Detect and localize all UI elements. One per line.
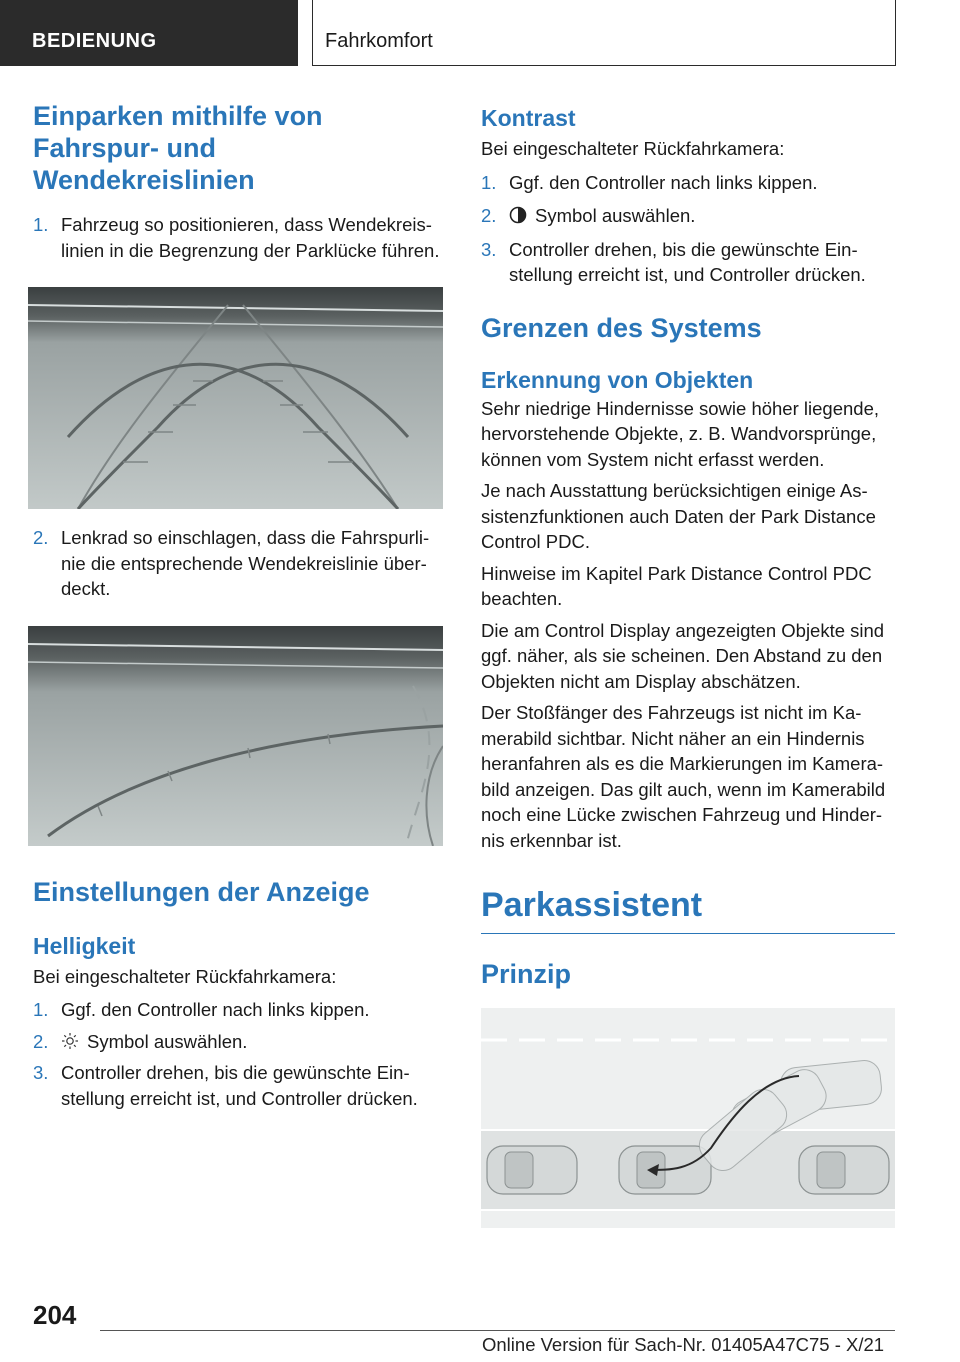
steps-list-2 — [33, 525, 443, 602]
section-title-system-limits: Grenzen des Systems — [481, 312, 762, 343]
contrast-steps — [481, 170, 895, 288]
camera-image-turning-lines — [28, 287, 443, 509]
section-title-parking-lines: Einparken mithilfe von Fahrspur- und Wendekreislinien — [33, 101, 323, 195]
page-number: 204 — [33, 1300, 77, 1330]
chapter-tab — [312, 0, 896, 66]
footer-divider — [100, 1330, 895, 1331]
paragraph: Hinweise im Kapitel Park Distance Control PDC beachten. — [481, 562, 872, 609]
section-title-display-settings: Einstellungen der Anzeige — [33, 876, 370, 907]
list-item: 3. Controller drehen, bis die gewünschte Einstellung erreicht ist, und Controller drücken. — [33, 1062, 418, 1109]
brightness-steps — [33, 997, 443, 1111]
section-tab — [0, 0, 298, 66]
paragraph: Sehr niedrige Hindernisse sowie höher liegende, hervorstehende Objekte, z. B. Wandvorsprünge, können vom System nicht erfasst werden. — [481, 397, 879, 470]
left-column — [33, 100, 443, 1111]
brightness-intro: Bei eingeschalteter Rückfahrkamera: — [33, 965, 337, 987]
chapter-title-park-assistant: Parkassistent — [481, 886, 703, 924]
parking-principle-illustration — [481, 1008, 895, 1228]
list-item: 1. Ggf. den Controller nach links kippen. — [33, 999, 370, 1020]
list-item: 2. Symbol auswählen. — [33, 1030, 248, 1052]
subsection-title-brightness: Helligkeit — [33, 932, 136, 959]
paragraph: Der Stoßfänger des Fahrzeugs ist nicht im Kamerabild sichtbar. Nicht näher an ein Hindernis heranfahren als es die Markierungen im Kamerabild anzeigen. Das gilt auch, wenn im Kamerabild noch eine Lücke zwischen Fahrzeug und Hindernis erkennbar ist. — [481, 702, 886, 851]
section-label: BEDIENUNG — [32, 30, 157, 52]
paragraph: Je nach Ausstattung berücksichtigen einige Assistenzfunktionen auch Daten der Park Distance Control PDC. — [481, 480, 876, 552]
chapter-title-rule — [481, 883, 895, 934]
camera-image-lane-lines — [28, 626, 443, 846]
steps-list-1 — [33, 212, 443, 263]
right-column — [481, 104, 895, 1228]
contrast-intro: Bei eingeschalteter Rückfahrkamera: — [481, 138, 785, 159]
list-item: 2. Symbol auswählen. — [481, 205, 696, 226]
sun-icon — [61, 1032, 79, 1050]
section-title-principle: Prinzip — [481, 959, 572, 989]
list-item: 1. Fahrzeug so positionieren, dass Wendekreislinien in die Begrenzung der Parklücke führen. — [33, 214, 440, 261]
list-item: 1. Ggf. den Controller nach links kippen. — [481, 171, 818, 193]
contrast-icon — [509, 206, 527, 224]
paragraph: Die am Control Display angezeigten Objekte sind ggf. näher, als sie scheinen. Den Abstand zu den Objekten nicht am Display abschätzen. — [481, 619, 885, 692]
subsection-title-contrast: Kontrast — [481, 105, 576, 131]
subsection-title-object-detection: Erkennung von Objekten — [481, 366, 754, 393]
list-item: 2. Lenkrad so einschlagen, dass die Fahrspurlinie die entsprechende Wendekreislinie überdeckt. — [33, 527, 430, 599]
list-item: 3. Controller drehen, bis die gewünschte Einstellung erreicht ist, und Controller drücken. — [481, 238, 866, 285]
chapter-label: Fahrkomfort — [325, 30, 433, 52]
footer-version: Online Version für Sach-Nr. 01405A47C75 - X/21 — [482, 1334, 885, 1355]
